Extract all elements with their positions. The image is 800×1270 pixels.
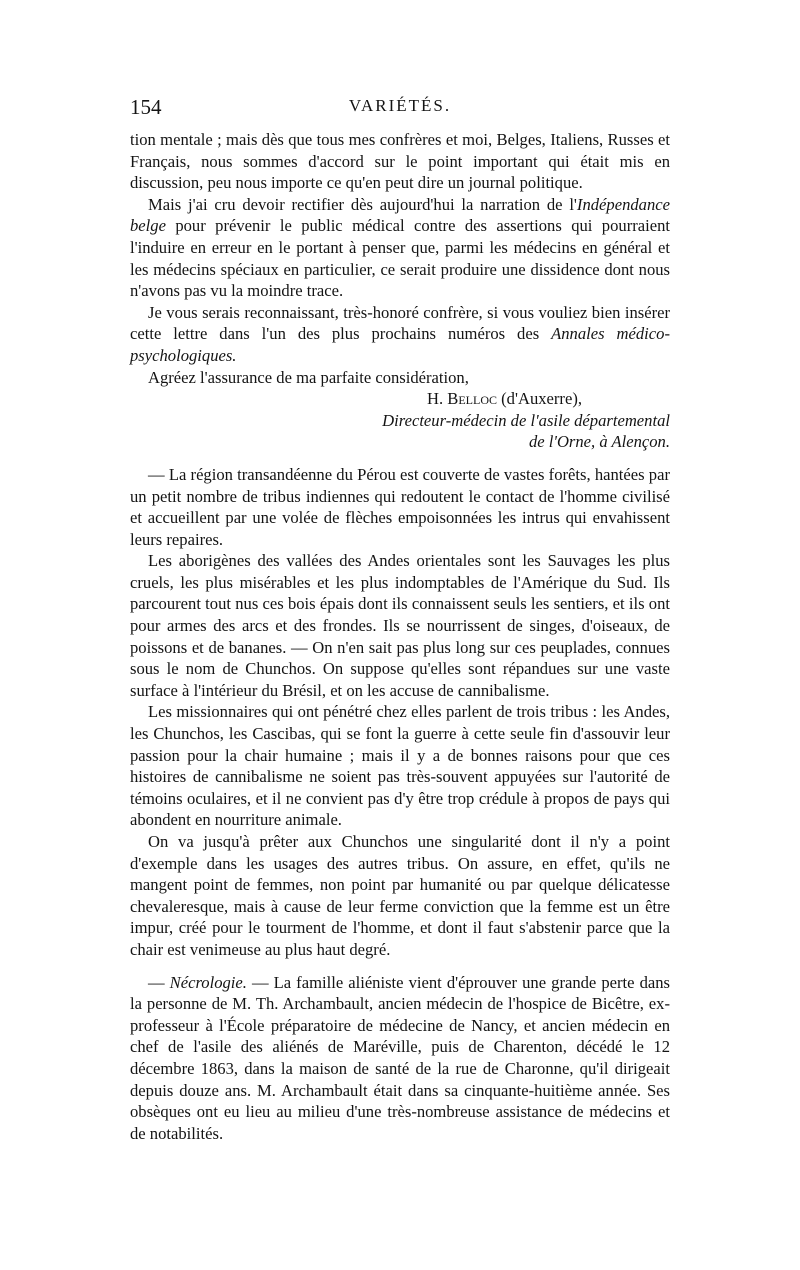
- signature-place: (d'Auxerre),: [497, 389, 582, 409]
- necrologie-title: Nécrologie.: [169, 972, 247, 992]
- letter-paragraph-3: [130, 302, 670, 367]
- running-head: VARIÉTÉS.: [348, 96, 452, 115]
- page-number: 154: [130, 95, 162, 119]
- necrologie-dash: —: [148, 972, 170, 992]
- peru-paragraph-3: Les missionnaires qui ont pénétré chez elles parlent de trois tribus : les Andes, les Chunchos, les Cascibas, qui se font la guerre à cette seule fin d'assouvir leur passion pour la chair humaine ; mais il y a de bonnes raisons pour que ces histoires de cannibalisme ne soient pas très-souvent appuyées sur l'autorité de témoins oculaires, et il ne convient pas d'y être trop crédule à propos de pays qui abondent en nourriture animale.: [130, 702, 670, 830]
- signature-initial: H.: [426, 389, 448, 409]
- peru-paragraph-4: On va jusqu'à prêter aux Chunchos une singularité dont il n'y a point d'exemple dans les usages des autres tribus. On assure, en effet, qu'ils ne mangent point de femmes, non point par humanité ou par quelque délicatesse chevaleresque, mais à cause de leur ferme conviction que la femme est un être impur, créé pour le tourment de l'homme, et dont il faut s'abstenir parce que la chair est venimeuse au plus haut degré.: [130, 832, 670, 959]
- page-header: [130, 95, 670, 119]
- letter-paragraph-2: [130, 194, 670, 302]
- peru-paragraph-2: Les aborigènes des vallées des Andes orientales sont les Sauvages les plus cruels, les plus misérables et les plus indomptables de l'Amérique du Sud. Ils parcourent tout nus ces bois épais dont ils connaissent seuls les sentiers, et ils ont pour armes des arcs et des frondes. Ils se nourrissent de singes, d'oiseaux, de poissons et de bananes. — On n'en sait pas plus long sur ces peuplades, connues sous le nom de Chunchos. On suppose qu'elles sont répandues sur une vaste surface à l'intérieur du Brésil, et on les accuse de cannibalisme.: [130, 551, 670, 700]
- letter-closing: Agréez l'assurance de ma parfaite considération,: [148, 367, 469, 387]
- body-text: [130, 129, 670, 1144]
- signature-name: [130, 388, 670, 410]
- journal-title: Annales médico-psychologiques.: [130, 324, 670, 365]
- letter-paragraph-2-b: pour prévenir le public médical contre des assertions qui pourraient l'induire en erreur en le portant à penser que, parmi les médecins en général et les médecins spéciaux en particulier, ce serait produire une dissidence dont nous n'avons pas vu la moindre trace.: [130, 216, 670, 301]
- signature-surname: Belloc: [447, 389, 497, 409]
- letter-paragraph-2-a: Mais j'ai cru devoir rectifier dès aujourd'hui la narration de l': [148, 194, 577, 214]
- letter-paragraph-1: tion mentale ; mais dès que tous mes confrères et moi, Belges, Italiens, Russes et Français, nous sommes d'accord sur le point important qui était mis en discussion, peu nous importe ce qu'en peut dire un journal politique.: [130, 130, 670, 193]
- necrologie-text: — La famille aliéniste vient d'éprouver une grande perte dans la personne de M. Th. Archambault, ancien médecin de l'hospice de Bicêtre, ex-professeur à l'École préparatoire de médecine de Nancy, et ancien médecin en chef de l'asile des aliénés de Maréville, puis de Charenton, décédé le 12 décembre 1863, dans la maison de santé de la rue de Charonne, qu'il dirigeait depuis douze ans. M. Archambault était dans sa cinquante-huitième année. Ses obsèques ont eu lieu au milieu d'une très-nombreuse assistance de médecins et de notabilités.: [130, 972, 670, 1143]
- letter-paragraph-3-a: Je vous serais reconnaissant, très-honoré confrère, si vous vouliez bien insérer cette lettre dans l'un des plus prochains numéros des: [130, 302, 670, 344]
- necrologie-paragraph: [130, 972, 670, 1145]
- signature-title-2: de l'Orne, à Alençon.: [528, 432, 670, 452]
- signature-title-1: Directeur-médecin de l'asile départemental: [382, 410, 670, 430]
- peru-paragraph-1: — La région transandéenne du Pérou est couverte de vastes forêts, hantées par un petit nombre de tribus indiennes qui redoutent le contact de l'homme civilisé et accueillent par une volée de flèches empoisonnées les intrus qui envahissent leurs repaires.: [130, 464, 670, 549]
- newspaper-title: Indépendance belge: [130, 194, 670, 236]
